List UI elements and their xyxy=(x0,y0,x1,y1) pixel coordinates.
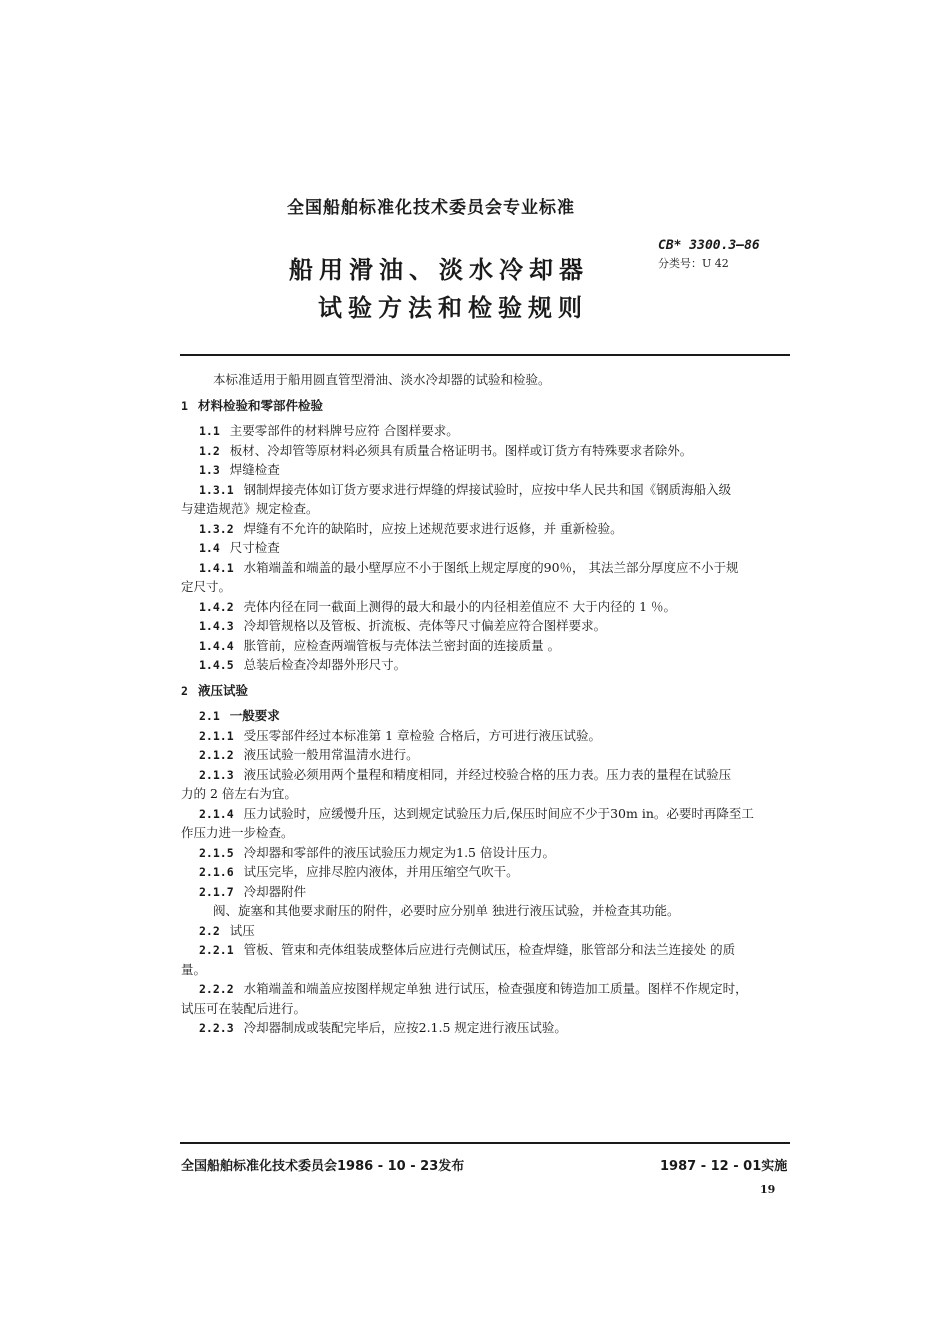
clause-2-1-3 xyxy=(181,765,791,785)
clause-number: 1.3.1 xyxy=(199,482,234,497)
clause-text: 液压试验一般用常温清水进行。 xyxy=(243,747,419,762)
intro-paragraph: 本标准适用于船用圆直管型滑油、淡水冷却器的试验和检验。 xyxy=(213,372,551,387)
section-2-heading xyxy=(181,681,791,701)
clause-2-1-1 xyxy=(181,726,791,746)
clause-1-4-3 xyxy=(181,616,791,636)
clause-text: 冷却器制成或装配完毕后，应按2.1.5 规定进行液压试验。 xyxy=(243,1020,567,1035)
clause-number: 2.2.3 xyxy=(199,1021,234,1035)
clause-2-2 xyxy=(181,921,791,941)
clause-text: 受压零部件经过本标准第 1 章检验 合格后，方可进行液压试验。 xyxy=(243,727,601,743)
clause-text: 一般要求 xyxy=(229,708,280,723)
clause-text: 主要零部件的材料牌号应符 合图样要求。 xyxy=(229,423,459,438)
clause-1-4 xyxy=(181,538,791,558)
clause-number: 2.1.2 xyxy=(199,748,234,762)
clause-number: 2.1.1 xyxy=(199,728,234,743)
clause-number: 2.2.2 xyxy=(199,982,234,996)
clause-2-1-4 xyxy=(181,804,791,824)
clause-2-1-3-cont: 力的 2 倍左右为宜。 xyxy=(181,786,297,801)
clause-2-1-5 xyxy=(181,843,791,863)
page-number: 19 xyxy=(760,1183,776,1196)
clause-2-1-6 xyxy=(181,862,791,882)
clause-1-2 xyxy=(181,441,791,461)
clause-2-2-3 xyxy=(181,1018,791,1038)
header-divider xyxy=(180,354,790,356)
clause-text: 水箱端盖和端盖的最小壁厚应不小于图纸上规定厚度的90％， 其法兰部分厚度应不小于规 xyxy=(243,559,739,575)
clause-number: 1.3 xyxy=(199,463,220,477)
clause-text: 液压试验必须用两个量程和精度相同，并经过校验合格的压力表。压力表的量程在试验压 xyxy=(243,766,732,782)
clause-text: 试压完毕，应排尽腔内液体，并用压缩空气吹干。 xyxy=(243,864,519,879)
clause-2-1-7-cont: 阀、旋塞和其他要求耐压的附件，必要时应分别单 独进行液压试验，并检查其功能。 xyxy=(213,903,680,918)
clause-1-3-1 xyxy=(181,480,791,500)
clause-text: 冷却器附件 xyxy=(243,883,307,899)
clause-1-3-1-cont: 与建造规范》规定检查。 xyxy=(181,501,319,516)
clause-text: 壳体内径在同一截面上测得的最大和最小的内径相差值应不 大于内径的 1 ％。 xyxy=(243,598,676,614)
clause-1-4-1 xyxy=(181,558,791,578)
clause-2-1-7 xyxy=(181,882,791,902)
document-title-line1: 船用滑油、淡水冷却器 xyxy=(289,256,589,284)
clause-text: 焊缝有不允许的缺陷时，应按上述规范要求进行返修，并 重新检验。 xyxy=(243,520,623,536)
document-title-line2: 试验方法和检验规则 xyxy=(318,294,588,322)
clause-2-1 xyxy=(181,706,791,726)
clause-1-4-1-cont: 定尺寸。 xyxy=(181,579,232,594)
clause-1-3 xyxy=(181,460,791,480)
clause-number: 2.1.6 xyxy=(199,865,234,879)
clause-1-1 xyxy=(181,421,791,441)
clause-2-2-1-cont: 量。 xyxy=(181,961,207,977)
clause-text: 试压 xyxy=(229,922,255,938)
clause-text: 焊缝检查 xyxy=(229,462,280,477)
clause-number: 1.2 xyxy=(199,443,220,458)
effective-date: 1987 - 12 - 01实施 xyxy=(660,1159,788,1174)
document-body xyxy=(181,370,791,1038)
section-title: 液压试验 xyxy=(197,682,248,698)
clause-number: 2.1.3 xyxy=(199,767,234,782)
clause-number: 1.4.4 xyxy=(199,638,234,653)
clause-1-4-5 xyxy=(181,655,791,675)
clause-number: 1.4.2 xyxy=(199,599,234,614)
clause-number: 2.1.4 xyxy=(199,806,234,821)
section-number: 2 xyxy=(181,683,188,698)
clause-text: 冷却器和零部件的液压试验压力规定为1.5 倍设计压力。 xyxy=(243,844,555,860)
clause-text: 板材、冷却管等原材料必须具有质量合格证明书。图样或订货方有特殊要求者除外。 xyxy=(229,442,693,458)
standard-code: CB* 3300.3—86 xyxy=(658,238,760,253)
clause-2-1-4-cont: 作压力进一步检查。 xyxy=(181,825,294,840)
clause-1-4-4 xyxy=(181,636,791,656)
footer-divider xyxy=(180,1142,790,1144)
clause-2-2-1 xyxy=(181,940,791,960)
clause-text: 尺寸检查 xyxy=(229,540,280,555)
clause-number: 1.4 xyxy=(199,541,220,555)
clause-1-4-2 xyxy=(181,597,791,617)
clause-2-1-2 xyxy=(181,745,791,765)
clause-text: 水箱端盖和端盖应按图样规定单独 进行试压，检查强度和铸造加工质量。图样不作规定时， xyxy=(243,981,748,996)
issue-date: 全国船舶标准化技术委员会1986 - 10 - 23发布 xyxy=(181,1159,465,1174)
clause-number: 1.1 xyxy=(199,424,220,438)
classification-number: 分类号：U 42 xyxy=(658,257,729,270)
clause-text: 钢制焊接壳体如订货方要求进行焊缝的焊接试验时，应按中华人民共和国《钢质海船入级 xyxy=(243,481,732,497)
clause-number: 2.1.5 xyxy=(199,845,234,860)
clause-number: 2.2 xyxy=(199,923,220,938)
clause-number: 2.1.7 xyxy=(199,884,234,899)
clause-text: 压力试验时，应缓慢升压，达到规定试验压力后,保压时间应不少于30m in。必要时再降至工 xyxy=(243,805,754,821)
section-1-heading xyxy=(181,396,791,416)
clause-number: 1.3.2 xyxy=(199,521,234,536)
clause-2-2-2-cont: 试压可在装配后进行。 xyxy=(181,1000,307,1016)
clause-text: 胀管前，应检查两端管板与壳体法兰密封面的连接质量 。 xyxy=(243,637,561,653)
clause-2-2-2 xyxy=(181,979,791,999)
clause-number: 1.4.3 xyxy=(199,619,234,633)
clause-number: 1.4.1 xyxy=(199,560,234,575)
clause-1-3-2 xyxy=(181,519,791,539)
clause-text: 管板、管束和壳体组装成整体后应进行壳侧试压，检查焊缝，胀管部分和法兰连接处 的质 xyxy=(243,942,736,957)
clause-number: 1.4.5 xyxy=(199,658,234,672)
issuing-organization: 全国船舶标准化技术委员会专业标准 xyxy=(287,198,575,218)
clause-number: 2.2.1 xyxy=(199,943,234,957)
clause-text: 冷却管规格以及管板、折流板、壳体等尺寸偏差应符合图样要求。 xyxy=(243,618,607,633)
section-number: 1 xyxy=(181,398,188,413)
clause-number: 2.1 xyxy=(199,709,220,723)
section-title: 材料检验和零部件检验 xyxy=(197,397,323,413)
clause-text: 总装后检查冷却器外形尺寸。 xyxy=(243,657,407,672)
